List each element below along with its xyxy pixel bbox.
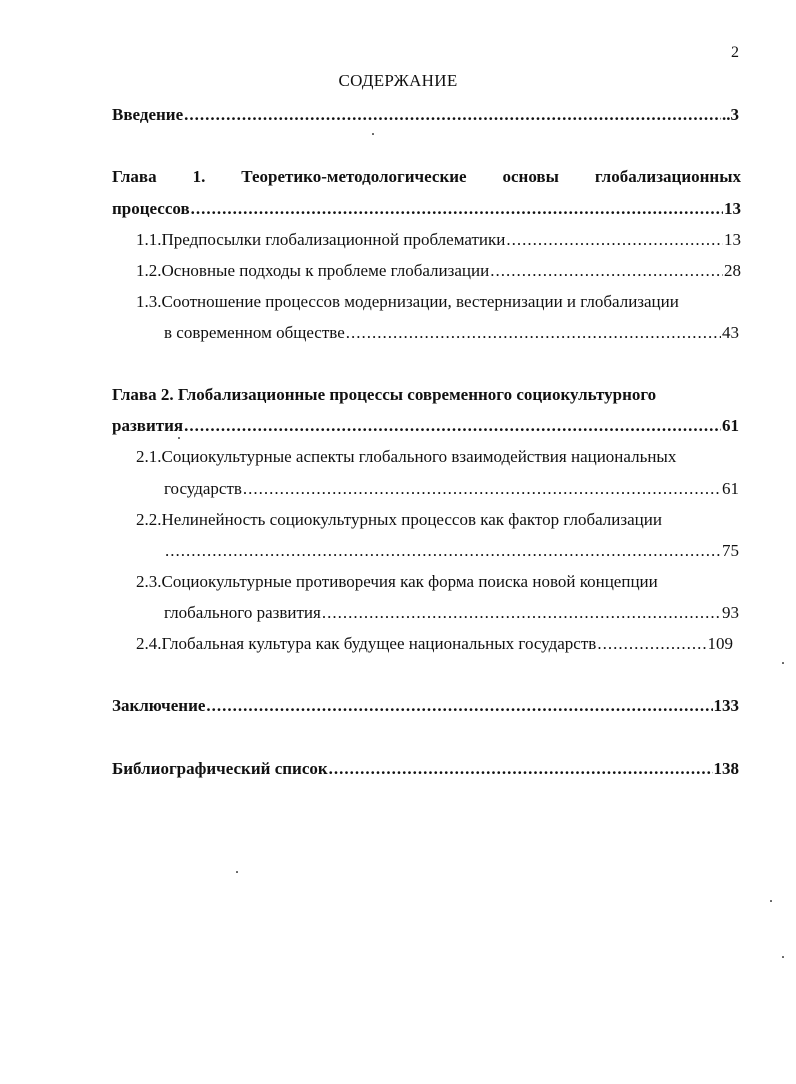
toc-intro-label: Введение bbox=[112, 105, 184, 124]
chapter1-word: основы bbox=[502, 167, 559, 186]
leader-dots bbox=[597, 633, 706, 655]
section-cont-label: глобального развития bbox=[164, 603, 321, 622]
leader-dots bbox=[165, 540, 721, 562]
toc-section-2-3-cont bbox=[164, 602, 739, 624]
chapter2-heading-cont bbox=[112, 415, 739, 437]
leader-dots bbox=[206, 695, 712, 717]
chapter1-heading-cont bbox=[112, 198, 741, 220]
section-page: 61 bbox=[722, 479, 739, 498]
section-page: 43 bbox=[722, 323, 739, 342]
toc-conclusion-label: Заключение bbox=[112, 696, 206, 715]
toc-section-2-4 bbox=[136, 633, 733, 655]
toc-section-2-1-cont bbox=[164, 478, 739, 500]
leader-dots bbox=[184, 415, 721, 437]
section-label: 2.1.Социокультурные аспекты глобального взаимодействия национальных bbox=[136, 447, 677, 466]
scan-speck bbox=[236, 871, 238, 873]
section-page: 75 bbox=[722, 541, 739, 560]
scan-speck bbox=[372, 133, 374, 135]
section-label: 1.2.Основные подходы к проблеме глобализации bbox=[136, 261, 490, 280]
toc-bibliography-page: 138 bbox=[713, 759, 739, 778]
toc-section-2-2 bbox=[136, 509, 741, 531]
section-label: 1.1.Предпосылки глобализационной проблематики bbox=[136, 230, 506, 249]
chapter2-cont-label: развития bbox=[112, 416, 184, 435]
scan-speck bbox=[782, 662, 784, 664]
section-page: 109 bbox=[707, 634, 733, 653]
chapter1-heading bbox=[112, 166, 741, 188]
toc-section-1-1 bbox=[136, 229, 741, 251]
chapter2-heading bbox=[112, 384, 741, 406]
section-cont-label: в современном обществе bbox=[164, 323, 345, 342]
toc-bibliography-label: Библиографический список bbox=[112, 759, 328, 778]
chapter1-word: глобализационных bbox=[594, 167, 741, 186]
section-label: 2.3.Социокультурные противоречия как форма поиска новой концепции bbox=[136, 572, 658, 591]
scan-speck bbox=[782, 956, 784, 958]
toc-intro-page: ..3 bbox=[722, 105, 739, 124]
chapter2-page: 61 bbox=[722, 416, 739, 435]
section-page: 28 bbox=[724, 261, 741, 280]
leader-dots bbox=[322, 602, 721, 624]
toc-section-2-1 bbox=[136, 446, 741, 468]
scan-speck bbox=[178, 437, 180, 439]
section-label: 2.4.Глобальная культура как будущее национальных государств bbox=[136, 634, 597, 653]
leader-dots bbox=[506, 229, 723, 251]
toc-conclusion-page: 133 bbox=[713, 696, 739, 715]
section-page: 13 bbox=[724, 230, 741, 249]
chapter1-cont-label: процессов bbox=[112, 199, 190, 218]
toc-section-2-3 bbox=[136, 571, 741, 593]
chapter1-page: 13 bbox=[724, 199, 741, 218]
section-page: 93 bbox=[722, 603, 739, 622]
toc-section-2-2-cont bbox=[164, 540, 739, 562]
section-cont-label: государств bbox=[164, 479, 242, 498]
leader-dots bbox=[243, 478, 721, 500]
toc-intro bbox=[112, 104, 739, 126]
leader-dots bbox=[346, 322, 721, 344]
toc-section-1-2 bbox=[136, 260, 741, 282]
scan-speck bbox=[770, 900, 772, 902]
toc-section-1-3 bbox=[136, 291, 741, 313]
chapter2-heading-label: Глава 2. Глобализационные процессы современного социокультурного bbox=[112, 385, 657, 404]
chapter1-word: Глава bbox=[112, 167, 157, 186]
toc-section-1-3-cont bbox=[164, 322, 739, 344]
leader-dots bbox=[490, 260, 723, 282]
leader-dots bbox=[191, 198, 723, 220]
chapter1-word: Теоретико-методологические bbox=[241, 167, 467, 186]
leader-dots bbox=[184, 104, 721, 126]
chapter1-word: 1. bbox=[192, 167, 206, 186]
toc-conclusion bbox=[112, 695, 739, 717]
toc-bibliography bbox=[112, 758, 739, 780]
section-label: 2.2.Нелинейность социокультурных процессов как фактор глобализации bbox=[136, 510, 662, 529]
section-label: 1.3.Соотношение процессов модернизации, вестернизации и глобализации bbox=[136, 292, 679, 311]
page-number: 2 bbox=[731, 44, 739, 61]
page-title: СОДЕРЖАНИЕ bbox=[338, 71, 458, 90]
leader-dots bbox=[329, 758, 713, 780]
